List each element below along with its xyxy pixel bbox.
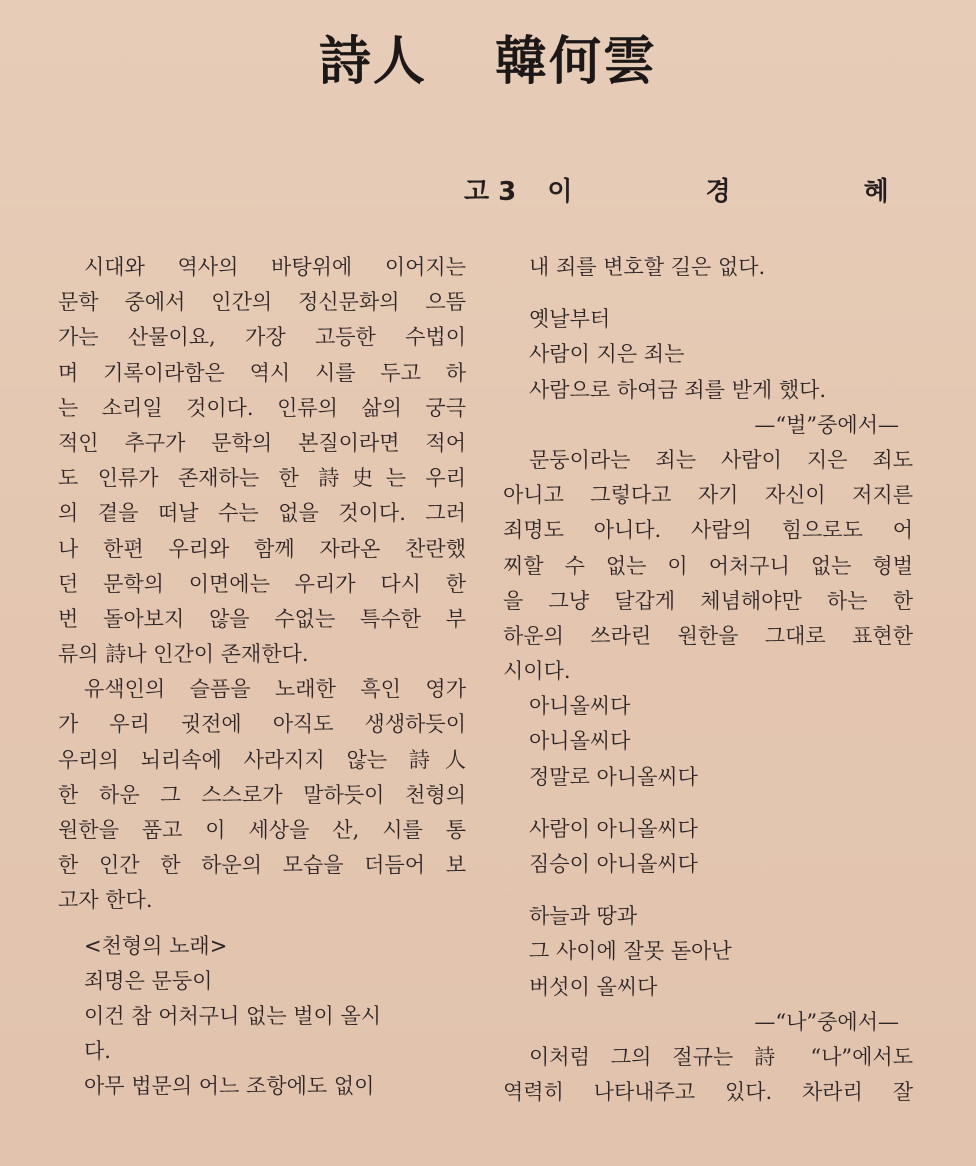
text-line: 찌할 수 없는 이 어처구니 없는 형벌	[503, 553, 913, 578]
paragraph-continuation	[503, 1040, 913, 1110]
poem-heading: <천형의 노래>	[84, 933, 228, 958]
article-title	[0, 22, 976, 102]
text-line: 유색인의 슬픔을 노래한 흑인 영가	[84, 677, 466, 702]
paragraph-intro	[58, 250, 466, 672]
title-poet-name: 韓何雲	[495, 32, 658, 92]
text-line: 하운의 쓰라린 원한을 그대로 표현한	[503, 623, 913, 648]
title-poet-label: 詩人	[318, 32, 427, 92]
text-line: 의 곁을 떠날 수는 없을 것이다. 그러	[58, 501, 466, 526]
text-line: 시이다.	[503, 659, 571, 684]
poem-line: 짐승이 아니올씨다	[529, 852, 698, 876]
poem-line: 정말로 아니올씨다	[529, 764, 698, 789]
poem-line: 아니올씨다	[529, 729, 631, 754]
poem-line: 버섯이 올씨다	[529, 974, 658, 999]
left-column	[58, 250, 466, 1105]
text-line: 번 돌아보지 않을 수없는 특수한 부	[58, 606, 466, 631]
text-line: 우리의 뇌리속에 사라지지 않는 詩人	[58, 747, 466, 772]
poem-source-citation: —“벌”중에서—	[754, 412, 899, 437]
text-line: 고자 한다.	[58, 888, 153, 913]
poem-line: 사람이 아니올씨다	[529, 816, 698, 841]
poem-line: 죄명은 문둥이	[84, 968, 213, 993]
text-line: 가 우리 귓전에 아직도 생생하듯이	[58, 712, 466, 737]
text-line: 이처럼 그의 절규는 詩 “나”에서도	[529, 1044, 913, 1069]
text-line: 한 하운 그 스스로가 말하듯이 천형의	[58, 782, 466, 807]
poem-line: 하늘과 땅과	[529, 904, 638, 929]
text-line: 는 소리일 것이다. 인류의 삶의 궁극	[58, 395, 466, 420]
text-line: 던 문학의 이면에는 우리가 다시 한	[58, 571, 466, 596]
text-line: 을 그냥 달갑게 체념해야만 하는 한	[503, 588, 913, 613]
text-line: 도 인류가 존재하는 한 詩史는 우리	[58, 466, 466, 491]
poem-line: 그 사이에 잘못 돋아난	[529, 939, 732, 964]
text-line: 시대와 역사의 바탕위에 이어지는	[84, 255, 466, 279]
right-column	[503, 250, 913, 1110]
poem-line: 내 죄를 변호할 길은 없다.	[529, 255, 766, 279]
text-line: 며 기록이라함은 역시 시를 두고 하	[58, 360, 466, 385]
poem-line: 아무 법문의 어느 조항에도 없이	[84, 1074, 375, 1099]
text-line: 원한을 품고 이 세상을 산, 시를 통	[58, 818, 466, 842]
text-line: 가는 산물이요, 가장 고등한 수법이	[58, 325, 466, 350]
text-line: 나 한편 우리와 함께 자라온 찬란했	[58, 536, 466, 561]
poem-line: 다.	[84, 1039, 111, 1064]
poem-source-citation: —“나”중에서—	[754, 1009, 899, 1034]
text-line: 문둥이라는 죄는 사람이 지은 죄도	[529, 447, 913, 472]
text-line: 죄명도 아니다. 사람의 힘으로도 어	[503, 518, 913, 543]
author-grade: 고 3	[464, 177, 517, 207]
text-line: 류의 詩나 인간이 존재한다.	[58, 642, 309, 667]
poem-line: 이건 참 어처구니 없는 벌이 올시	[84, 1003, 382, 1028]
text-line: 적인 추구가 문학의 본질이라면 적어	[58, 430, 466, 455]
author-byline	[464, 172, 951, 212]
paragraph-analysis	[503, 443, 913, 689]
poem-line: 사람으로 하여금 죄를 받게 했다.	[529, 377, 827, 402]
paragraph-purpose	[58, 672, 466, 918]
poem-line: 옛날부터	[529, 307, 611, 332]
poem-line: 아니올씨다	[529, 694, 631, 719]
text-line: 역력히 나타내주고 있다. 차라리 잘	[503, 1080, 913, 1105]
author-name: 이 경 혜	[547, 177, 951, 207]
text-line: 한 인간 한 하운의 모습을 더듬어 보	[58, 853, 466, 878]
text-line: 아니고 그렇다고 자기 자신이 저지른	[503, 483, 913, 508]
text-line: 문학 중에서 인간의 정신문화의 으뜸	[58, 290, 466, 315]
poem-line: 사람이 지은 죄는	[529, 342, 685, 367]
